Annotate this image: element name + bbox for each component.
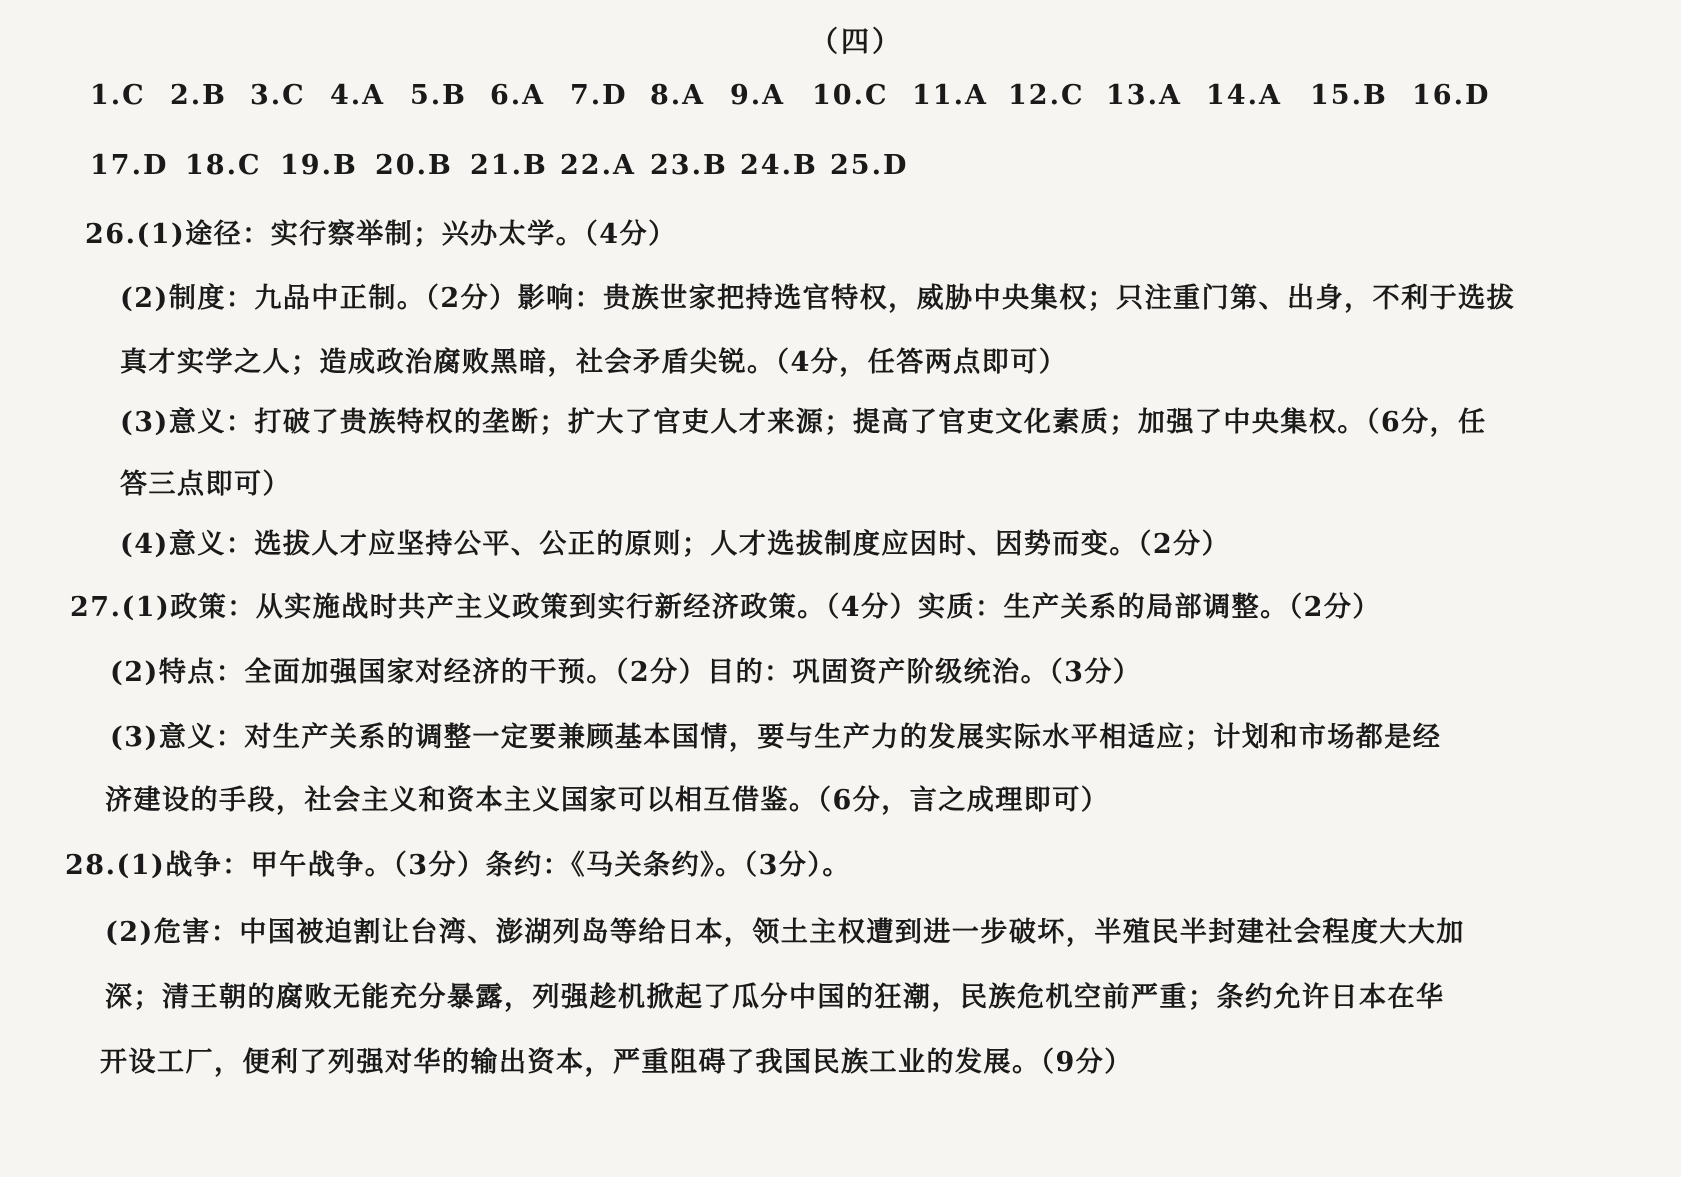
q26-part3-a: (3)意义：打破了贵族特权的垄断；扩大了官吏人才来源；提高了官吏文化素质；加强了中央集权。（6分，任 <box>120 407 1487 438</box>
q28-part2-b: 深；清王朝的腐败无能充分暴露，列强趁机掀起了瓜分中国的狂潮，民族危机空前严重；条约允许日本在华 <box>105 982 1445 1013</box>
q26-part2-b: 真才实学之人；造成政治腐败黑暗，社会矛盾尖锐。（4分，任答两点即可） <box>120 347 1068 378</box>
answer-item: 12.C <box>1008 80 1085 111</box>
q26-part4: (4)意义：选拔人才应坚持公平、公正的原则；人才选拔制度应因时、因势而变。（2分） <box>120 529 1231 560</box>
answer-item: 22.A <box>560 150 636 181</box>
answer-item: 17.D <box>90 150 169 181</box>
q26-part1: 26.(1)途径：实行察举制；兴办太学。（4分） <box>85 219 677 250</box>
answer-item: 23.B <box>650 150 728 181</box>
answer-item: 13.A <box>1106 80 1182 111</box>
answer-item: 5.B <box>410 80 468 111</box>
answer-item: 8.A <box>650 80 706 111</box>
answer-item: 3.C <box>250 80 306 111</box>
q26-part2-a: (2)制度：九品中正制。（2分）影响：贵族世家把持选官特权，威胁中央集权；只注重门第、出身，不利于选拔 <box>120 283 1516 314</box>
answer-item: 9.A <box>730 80 786 111</box>
answer-item: 20.B <box>375 150 453 181</box>
q27-part3-b: 济建设的手段，社会主义和资本主义国家可以相互借鉴。（6分，言之成理即可） <box>105 785 1110 816</box>
answer-item: 25.D <box>830 150 909 181</box>
answer-item: 24.B <box>740 150 818 181</box>
q28-part1: 28.(1)战争：甲午战争。（3分）条约：《马关条约》。（3分）。 <box>65 850 851 881</box>
q28-part2-c: 开设工厂，便利了列强对华的输出资本，严重阻碍了我国民族工业的发展。（9分） <box>100 1047 1133 1078</box>
q26-part3-b: 答三点即可） <box>120 469 291 500</box>
answer-item: 2.B <box>170 80 228 111</box>
answer-item: 14.A <box>1206 80 1282 111</box>
answer-item: 6.A <box>490 80 546 111</box>
answer-item: 4.A <box>330 80 386 111</box>
answer-item: 16.D <box>1412 80 1491 111</box>
answer-item: 10.C <box>812 80 889 111</box>
answer-item: 15.B <box>1310 80 1388 111</box>
answer-item: 19.B <box>280 150 358 181</box>
answer-item: 7.D <box>570 80 628 111</box>
answer-item: 1.C <box>90 80 146 111</box>
section-title: （四） <box>810 25 904 58</box>
answer-item: 21.B <box>470 150 548 181</box>
q28-part2-a: (2)危害：中国被迫割让台湾、澎湖列岛等给日本，领土主权遭到进一步破坏，半殖民半封建社会程度大大加 <box>105 917 1465 948</box>
q27-part2: (2)特点：全面加强国家对经济的干预。（2分）目的：巩固资产阶级统治。（3分） <box>110 657 1142 688</box>
q27-part1: 27.(1)政策：从实施战时共产主义政策到实行新经济政策。（4分）实质：生产关系的局部调整。（2分） <box>70 592 1381 623</box>
answer-item: 11.A <box>912 80 988 111</box>
answer-item: 18.C <box>185 150 262 181</box>
q27-part3-a: (3)意义：对生产关系的调整一定要兼顾基本国情，要与生产力的发展实际水平相适应；计划和市场都是经 <box>110 722 1442 753</box>
